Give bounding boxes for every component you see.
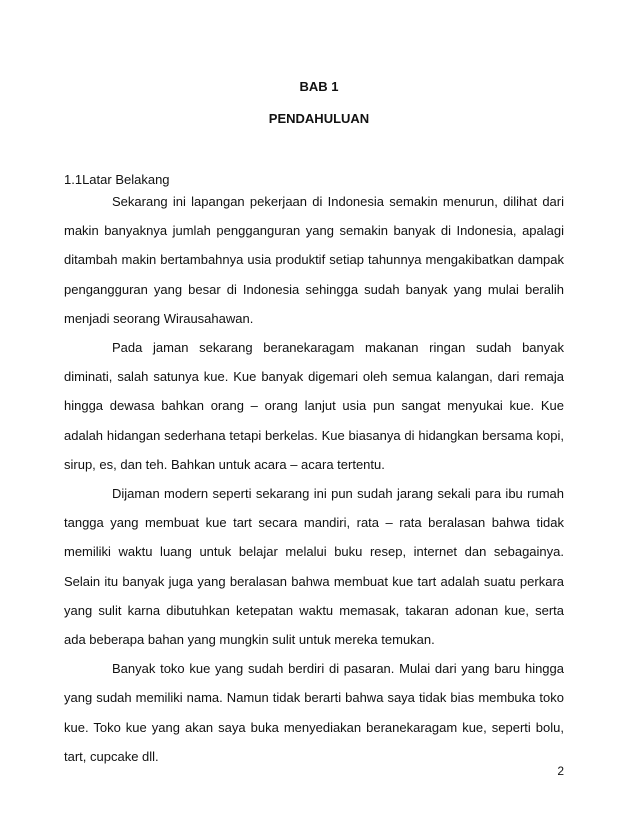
section-heading: 1.1Latar Belakang bbox=[64, 172, 170, 187]
paragraph-2: Pada jaman sekarang beranekaragam makanan ringan sudah banyak diminati, salah satunya kue. Kue banyak digemari oleh semua kalangan, dari remaja hingga dewasa bahkan orang – orang lanjut usia pun sangat menyukai kue. Kue adalah hidangan sederhana tetapi berkelas. Kue biasanya di hidangkan bersama kopi, sirup, es, dan teh. Bahkan untuk acara – acara tertentu. bbox=[64, 340, 564, 472]
page-number: 2 bbox=[557, 764, 564, 778]
paragraph-4: Banyak toko kue yang sudah berdiri di pasaran. Mulai dari yang baru hingga yang sudah memiliki nama. Namun tidak berarti bahwa saya tidak bias membuka toko kue. Toko kue yang akan saya buka menyediakan beranekaragam kue, seperti bolu, tart, cupcake dll. bbox=[64, 661, 564, 764]
chapter-number: BAB 1 bbox=[299, 79, 339, 94]
chapter-title: PENDAHULUAN bbox=[268, 111, 370, 126]
paragraph-3: Dijaman modern seperti sekarang ini pun sudah jarang sekali para ibu rumah tangga yang membuat kue tart secara mandiri, rata – rata beralasan bahwa tidak memiliki waktu luang untuk belajar melalui buku resep, internet dan sebagainya. Selain itu banyak juga yang beralasan bahwa membuat kue tart adalah suatu perkara yang sulit karna dibutuhkan ketepatan waktu memasak, takaran adonan kue, serta ada beberapa bahan yang mungkin sulit untuk mereka temukan. bbox=[64, 486, 564, 648]
paragraph-1: Sekarang ini lapangan pekerjaan di Indonesia semakin menurun, dilihat dari makin banyaknya jumlah pengganguran yang semakin banyak di Indonesia, apalagi ditambah makin bertambahnya usia produktif setiap tahunnya mengakibatkan dampak pengangguran yang besar di Indonesia sehingga sudah banyak yang mulai beralih menjadi seorang Wirausahawan. bbox=[64, 194, 564, 326]
body-text bbox=[64, 187, 564, 771]
